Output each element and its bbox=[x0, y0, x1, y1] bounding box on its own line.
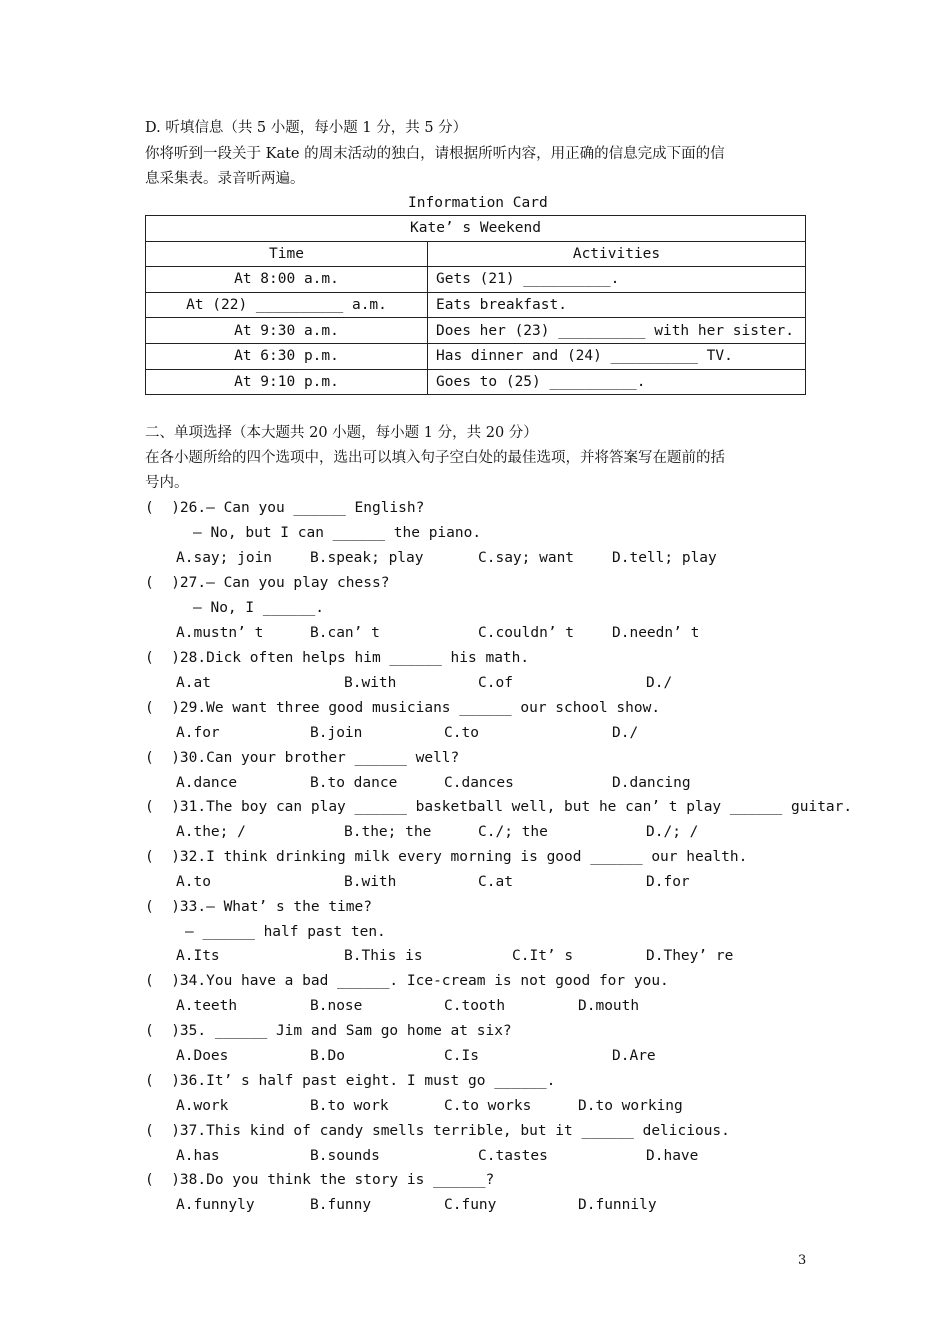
question-35: ( )35. ______ Jim and Sam go home at six? bbox=[145, 1023, 512, 1039]
question-32: ( )32.I think drinking milk every morning is good ______ our health. bbox=[145, 849, 748, 865]
option-b: B.can’ t bbox=[310, 625, 380, 641]
option-c: C./; the bbox=[478, 824, 548, 840]
option-b: B.funny bbox=[310, 1197, 372, 1213]
section-d-instruction-1: 你将听到一段关于 Kate 的周末活动的独白，请根据所听内容，用正确的信息完成下面的信 bbox=[145, 146, 725, 162]
option-c: C.to bbox=[444, 725, 479, 741]
question-38: ( )38.Do you think the story is ______? bbox=[145, 1172, 495, 1188]
option-a: A.Its bbox=[176, 948, 220, 964]
option-d: D.funnily bbox=[578, 1197, 657, 1213]
activity-cell: Eats breakfast. bbox=[428, 292, 806, 318]
option-a: A.say; join bbox=[176, 550, 273, 566]
option-d: D.needn’ t bbox=[612, 625, 700, 641]
option-c: C.tooth bbox=[444, 998, 506, 1014]
activity-cell: Does her (23) __________ with her sister. bbox=[428, 318, 806, 344]
option-a: A.mustn’ t bbox=[176, 625, 264, 641]
page-number: 3 bbox=[798, 1253, 807, 1268]
question-26-reply: — No, but I can ______ the piano. bbox=[193, 525, 482, 541]
option-b: B.join bbox=[310, 725, 363, 741]
option-a: A.funnyly bbox=[176, 1197, 255, 1213]
option-b: B.with bbox=[344, 675, 397, 691]
option-c: C.funy bbox=[444, 1197, 497, 1213]
question-30: ( )30.Can your brother ______ well? bbox=[145, 750, 460, 766]
option-b: B.speak; play bbox=[310, 550, 424, 566]
table-caption: Kate’ s Weekend bbox=[146, 216, 806, 242]
time-cell: At (22) __________ a.m. bbox=[146, 292, 428, 318]
table-row bbox=[146, 318, 806, 344]
time-cell: At 8:00 a.m. bbox=[146, 267, 428, 293]
table-row bbox=[146, 292, 806, 318]
question-29: ( )29.We want three good musicians ______ our school show. bbox=[145, 700, 661, 716]
option-a: A.at bbox=[176, 675, 211, 691]
option-c: C.say; want bbox=[478, 550, 575, 566]
option-d: D.Are bbox=[612, 1048, 656, 1064]
option-c: C.at bbox=[478, 874, 513, 890]
question-27-reply: — No, I ______. bbox=[193, 600, 324, 616]
section-d-instruction-2: 息采集表。录音听两遍。 bbox=[145, 171, 305, 187]
option-a: A.for bbox=[176, 725, 220, 741]
question-34: ( )34.You have a bad ______. Ice-cream is not good for you. bbox=[145, 973, 669, 989]
option-c: C.dances bbox=[444, 775, 514, 791]
option-a: A.teeth bbox=[176, 998, 238, 1014]
option-c: C.couldn’ t bbox=[478, 625, 575, 641]
option-d: D.mouth bbox=[578, 998, 640, 1014]
question-26: ( )26.— Can you ______ English? bbox=[145, 500, 425, 516]
section-2-instruction-2: 号内。 bbox=[145, 475, 189, 491]
table-row bbox=[146, 369, 806, 395]
information-card-title: Information Card bbox=[408, 195, 548, 211]
question-36: ( )36.It’ s half past eight. I must go ______. bbox=[145, 1073, 556, 1089]
time-cell: At 9:30 a.m. bbox=[146, 318, 428, 344]
question-31: ( )31.The boy can play ______ basketball well, but he can’ t play ______ guitar. bbox=[145, 799, 853, 815]
option-c: C.tastes bbox=[478, 1148, 548, 1164]
information-card-table bbox=[145, 215, 806, 395]
header-activities: Activities bbox=[428, 241, 806, 267]
option-d: D./ bbox=[612, 725, 639, 741]
question-33: ( )33.— What’ s the time? bbox=[145, 899, 372, 915]
table-row bbox=[146, 267, 806, 293]
time-cell: At 6:30 p.m. bbox=[146, 343, 428, 369]
option-d: D.dancing bbox=[612, 775, 691, 791]
option-c: C.of bbox=[478, 675, 513, 691]
option-d: D.tell; play bbox=[612, 550, 717, 566]
option-c: C.to works bbox=[444, 1098, 532, 1114]
option-a: A.dance bbox=[176, 775, 238, 791]
option-d: D.to working bbox=[578, 1098, 683, 1114]
question-27: ( )27.— Can you play chess? bbox=[145, 575, 390, 591]
option-d: D.for bbox=[646, 874, 690, 890]
option-b: B.the; the bbox=[344, 824, 432, 840]
option-d: D.have bbox=[646, 1148, 699, 1164]
activity-cell: Goes to (25) __________. bbox=[428, 369, 806, 395]
option-b: B.This is bbox=[344, 948, 423, 964]
option-b: B.to dance bbox=[310, 775, 398, 791]
option-a: A.the; / bbox=[176, 824, 246, 840]
question-37: ( )37.This kind of candy smells terrible, but it ______ delicious. bbox=[145, 1123, 730, 1139]
question-28: ( )28.Dick often helps him ______ his math. bbox=[145, 650, 530, 666]
table-row bbox=[146, 343, 806, 369]
option-a: A.to bbox=[176, 874, 211, 890]
section-2-instruction-1: 在各小题所给的四个选项中，选出可以填入句子空白处的最佳选项，并将答案写在题前的括 bbox=[145, 450, 725, 466]
header-time: Time bbox=[146, 241, 428, 267]
time-cell: At 9:10 p.m. bbox=[146, 369, 428, 395]
option-a: A.work bbox=[176, 1098, 229, 1114]
option-c: C.Is bbox=[444, 1048, 479, 1064]
question-33-reply: — ______ half past ten. bbox=[185, 924, 386, 940]
option-b: B.sounds bbox=[310, 1148, 380, 1164]
option-b: B.with bbox=[344, 874, 397, 890]
option-b: B.Do bbox=[310, 1048, 345, 1064]
activity-cell: Has dinner and (24) __________ TV. bbox=[428, 343, 806, 369]
option-a: A.Does bbox=[176, 1048, 229, 1064]
option-d: D./; / bbox=[646, 824, 699, 840]
option-d: D./ bbox=[646, 675, 673, 691]
section-d-heading: D. 听填信息（共 5 小题，每小题 1 分，共 5 分） bbox=[145, 120, 468, 136]
section-2-heading: 二、单项选择（本大题共 20 小题，每小题 1 分，共 20 分） bbox=[145, 425, 538, 441]
option-b: B.nose bbox=[310, 998, 363, 1014]
option-d: D.They’ re bbox=[646, 948, 734, 964]
option-a: A.has bbox=[176, 1148, 220, 1164]
option-c: C.It’ s bbox=[512, 948, 574, 964]
option-b: B.to work bbox=[310, 1098, 389, 1114]
activity-cell: Gets (21) __________. bbox=[428, 267, 806, 293]
